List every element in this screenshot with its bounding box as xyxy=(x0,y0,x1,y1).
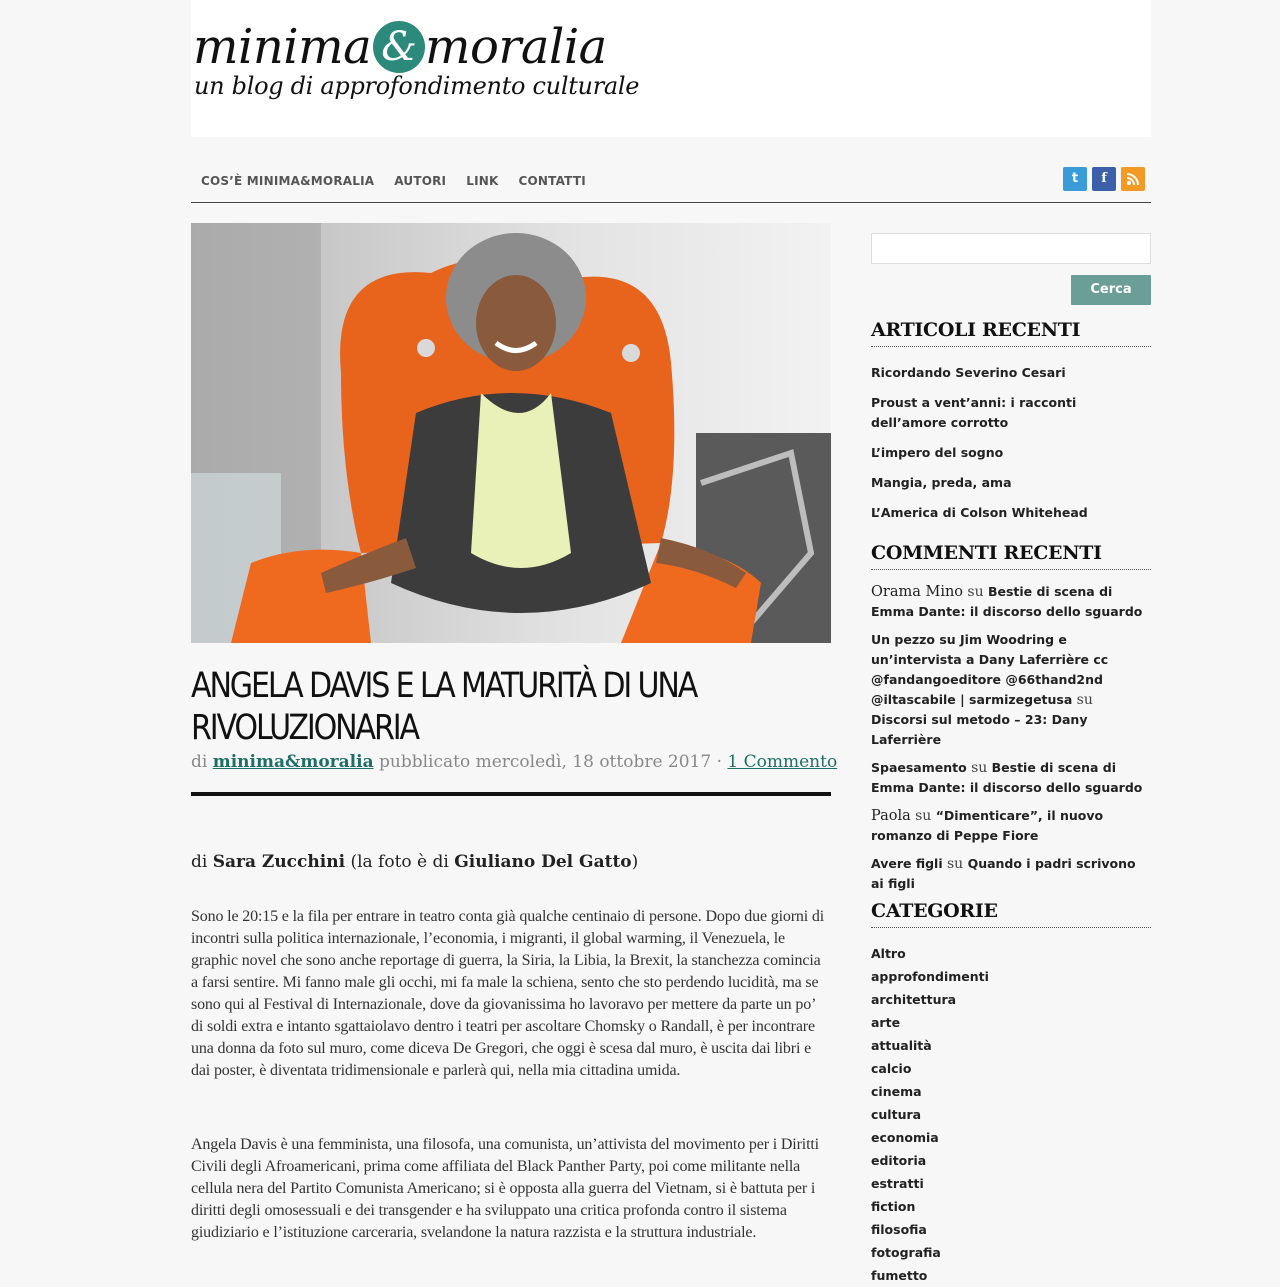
logo-ampersand: & xyxy=(373,21,425,73)
comment-item xyxy=(871,630,1151,750)
comment-item xyxy=(871,582,1151,622)
recent-post-link[interactable]: Ricordando Severino Cesari xyxy=(871,365,1066,380)
categories-title: CATEGORIE xyxy=(871,900,1151,928)
recent-comments-list xyxy=(871,582,1151,902)
site-header xyxy=(191,0,1151,137)
meta-comments-link[interactable]: 1 Commento xyxy=(727,752,838,772)
category-link[interactable]: filosofia xyxy=(871,1222,927,1237)
logo-word-moralia: moralia xyxy=(425,19,607,75)
byline-di: di xyxy=(191,852,208,872)
comment-item xyxy=(871,806,1151,846)
article-title: ANGELA DAVIS E LA MATURITÀ DI UNA RIVOLUZIONARIA xyxy=(191,666,697,748)
category-link[interactable]: economia xyxy=(871,1130,939,1145)
comment-su: su xyxy=(915,808,932,824)
category-link[interactable]: architettura xyxy=(871,992,957,1007)
meta-di: di xyxy=(191,752,208,772)
category-link[interactable]: calcio xyxy=(871,1061,912,1076)
comment-post-link[interactable]: Discorsi sul metodo – 23: Dany Laferrière xyxy=(871,712,1088,747)
main-nav xyxy=(191,162,1151,203)
nav-item-contacts[interactable]: CONTATTI xyxy=(518,174,586,188)
comment-author: Orama Mino xyxy=(871,584,964,600)
byline-author: Sara Zucchini xyxy=(212,852,346,872)
article-paragraph: Angela Davis è una femminista, una filosofa, una comunista, un’attivista del movimento per i Diritti Civili degli Afroamericani, prima come affiliata del Black Panther Party, poi come militante nella cellula nera del Partito Comunista Americano; si è opposta alla guerra del Vietnam, si è battuta per i diritti degli omosessuali e dei transgender e ha sviluppato una critica profonda contro il sistema giudiziario e l’istituzione carceraria, svelandone la natura razzista e la struttura industriale. xyxy=(191,1136,819,1241)
category-link[interactable]: Altro xyxy=(871,946,906,961)
comment-su: su xyxy=(1076,692,1093,708)
category-link[interactable]: attualità xyxy=(871,1038,932,1053)
article-meta xyxy=(191,752,838,772)
byline-close: ) xyxy=(631,852,639,872)
search-input[interactable] xyxy=(871,233,1151,264)
comment-item xyxy=(871,854,1151,894)
recent-post-link[interactable]: Mangia, preda, ama xyxy=(871,475,1012,490)
recent-post-link[interactable]: Proust a vent’anni: i racconti dell’amore corrotto xyxy=(871,395,1077,430)
comment-su: su xyxy=(967,584,984,600)
photo-portrait-illustration xyxy=(191,223,831,643)
rss-icon[interactable] xyxy=(1121,167,1145,191)
category-link[interactable]: estratti xyxy=(871,1176,924,1191)
byline-photo-credit: (la foto è di xyxy=(350,852,449,872)
featured-photo xyxy=(191,223,831,643)
search-button[interactable]: Cerca xyxy=(1071,275,1151,305)
categories-list xyxy=(871,942,1151,1287)
comment-su: su xyxy=(971,760,988,776)
social-links xyxy=(1058,167,1145,191)
category-link[interactable]: cinema xyxy=(871,1084,922,1099)
category-link[interactable]: cultura xyxy=(871,1107,922,1122)
comment-author-link[interactable]: Avere figli xyxy=(871,856,943,871)
facebook-icon[interactable]: f xyxy=(1092,167,1116,191)
nav-item-link[interactable]: LINK xyxy=(466,174,499,188)
comment-author-link[interactable]: Spaesamento xyxy=(871,760,967,775)
comment-author: Paola xyxy=(871,808,911,824)
comment-post-link[interactable]: Quando i padri scrivono ai figli xyxy=(871,856,1136,891)
category-link[interactable]: arte xyxy=(871,1015,901,1030)
title-divider xyxy=(191,792,831,796)
nav-item-authors[interactable]: AUTORI xyxy=(394,174,447,188)
site-logo[interactable] xyxy=(193,16,613,78)
category-link[interactable]: fumetto xyxy=(871,1268,928,1283)
category-link[interactable]: fotografia xyxy=(871,1245,941,1260)
article-paragraph: Sono le 20:15 e la fila per entrare in teatro conta già qualche centinaio di persone. Dopo due giorni di incontri sulla politica internazionale, l’economia, i migranti, il global warming, il Venezuela, le graphic novel che sono anche reportage di guerra, la Siria, la Libia, la Brexit, la stanchezza comincia a farsi sentire. Mi fanno male gli occhi, mi fa male la schiena, sento che sto perdendo lucidità, ma se sono qui al Festival di Internazionale, dove da giovanissima ho lavoravo per mettere da parte un po’ di soldi extra e intanto sgattaiolavo dentro i teatri per ascoltare Chomsky o Randall, è per incontrare una donna da foto sul muro, come diceva De Gregori, che oggi è scesa dal muro, è uscita dai libri e dai poster, è diventata tridimensionale e parlerà qui, nella mia cittadina umida. xyxy=(191,908,825,1079)
category-link[interactable]: editoria xyxy=(871,1153,927,1168)
nav-item-about[interactable]: COS’È MINIMA&MORALIA xyxy=(201,174,375,188)
twitter-icon[interactable]: t xyxy=(1063,167,1087,191)
comment-su: su xyxy=(947,856,964,872)
logo-word-minima: minima xyxy=(193,19,372,75)
recent-post-link[interactable]: L’impero del sogno xyxy=(871,445,1004,460)
comment-post-link[interactable]: “Dimenticare”, il nuovo romanzo di Peppe Fiore xyxy=(871,808,1104,843)
recent-posts-title: ARTICOLI RECENTI xyxy=(871,319,1151,347)
comment-item xyxy=(871,758,1151,798)
site-tagline: un blog di approfondimento culturale xyxy=(194,72,640,100)
comment-author-link[interactable]: Un pezzo su Jim Woodring e un’intervista a Dany Laferrière cc @fandangoeditore @66thand2nd @iltascabile | sarmizegetusa xyxy=(871,632,1109,707)
byline-photographer: Giuliano Del Gatto xyxy=(454,852,632,872)
recent-post-link[interactable]: L’America di Colson Whitehead xyxy=(871,505,1088,520)
page xyxy=(191,0,1151,1283)
meta-author-link[interactable]: minima&moralia xyxy=(212,752,374,772)
comment-post-link[interactable]: Bestie di scena di Emma Dante: il discorso dello sguardo xyxy=(871,584,1143,619)
recent-comments-title: COMMENTI RECENTI xyxy=(871,542,1151,570)
article-byline xyxy=(191,852,831,872)
meta-published: pubblicato mercoledì, 18 ottobre 2017 · xyxy=(379,752,722,772)
rss-glyph xyxy=(1121,167,1145,191)
category-link[interactable]: approfondimenti xyxy=(871,969,989,984)
comment-post-link[interactable]: Bestie di scena di Emma Dante: il discorso dello sguardo xyxy=(871,760,1143,795)
category-link[interactable]: fiction xyxy=(871,1199,916,1214)
recent-posts-list xyxy=(871,363,1151,533)
